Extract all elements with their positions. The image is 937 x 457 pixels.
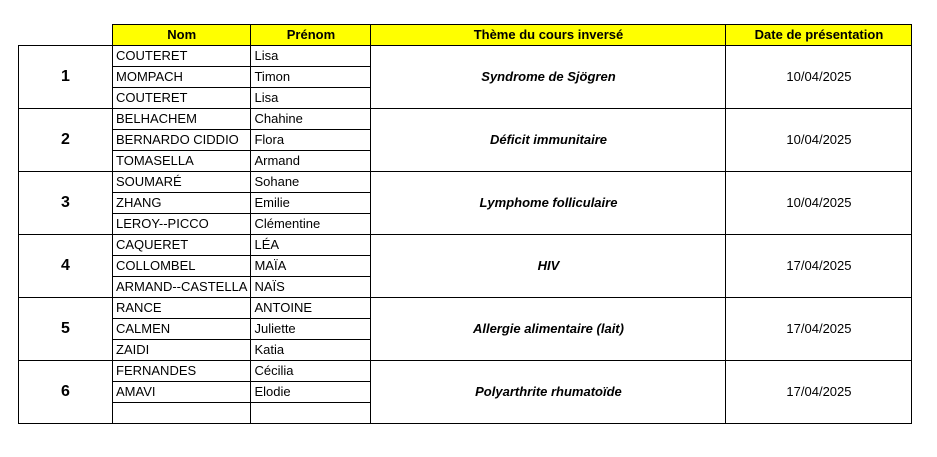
student-first-name: Cécilia bbox=[251, 361, 371, 382]
group-number: 2 bbox=[19, 109, 113, 172]
schedule-table bbox=[18, 24, 912, 424]
student-last-name: COUTERET bbox=[113, 88, 251, 109]
table-row bbox=[19, 172, 912, 193]
presentation-date: 10/04/2025 bbox=[726, 46, 912, 109]
presentation-date: 10/04/2025 bbox=[726, 109, 912, 172]
course-theme: Déficit immunitaire bbox=[371, 109, 726, 172]
student-last-name: ZAIDI bbox=[113, 340, 251, 361]
table-row bbox=[19, 298, 912, 319]
group-number: 3 bbox=[19, 172, 113, 235]
student-first-name: MAÏA bbox=[251, 256, 371, 277]
group-number: 5 bbox=[19, 298, 113, 361]
presentation-date: 17/04/2025 bbox=[726, 235, 912, 298]
student-last-name: BERNARDO CIDDIO bbox=[113, 130, 251, 151]
course-theme: Polyarthrite rhumatoïde bbox=[371, 361, 726, 424]
table-row bbox=[19, 46, 912, 67]
header-row bbox=[19, 25, 912, 46]
student-last-name: ZHANG bbox=[113, 193, 251, 214]
group-number: 4 bbox=[19, 235, 113, 298]
student-first-name: Armand bbox=[251, 151, 371, 172]
table-body bbox=[19, 46, 912, 424]
corner-cell bbox=[19, 25, 113, 46]
student-last-name: TOMASELLA bbox=[113, 151, 251, 172]
student-last-name: FERNANDES bbox=[113, 361, 251, 382]
student-last-name: CALMEN bbox=[113, 319, 251, 340]
student-first-name: Timon bbox=[251, 67, 371, 88]
student-first-name: Sohane bbox=[251, 172, 371, 193]
course-theme: Lymphome folliculaire bbox=[371, 172, 726, 235]
group-number: 6 bbox=[19, 361, 113, 424]
student-first-name: Katia bbox=[251, 340, 371, 361]
student-first-name: Elodie bbox=[251, 382, 371, 403]
table-row bbox=[19, 109, 912, 130]
table-row bbox=[19, 235, 912, 256]
student-first-name: LÉA bbox=[251, 235, 371, 256]
student-first-name: Clémentine bbox=[251, 214, 371, 235]
group-number: 1 bbox=[19, 46, 113, 109]
student-first-name bbox=[251, 403, 371, 424]
student-last-name: COLLOMBEL bbox=[113, 256, 251, 277]
header-theme: Thème du cours inversé bbox=[371, 25, 726, 46]
course-theme: HIV bbox=[371, 235, 726, 298]
student-first-name: Emilie bbox=[251, 193, 371, 214]
course-theme: Syndrome de Sjögren bbox=[371, 46, 726, 109]
presentation-date: 17/04/2025 bbox=[726, 298, 912, 361]
student-first-name: Lisa bbox=[251, 46, 371, 67]
student-first-name: Lisa bbox=[251, 88, 371, 109]
header-prenom: Prénom bbox=[251, 25, 371, 46]
student-first-name: Juliette bbox=[251, 319, 371, 340]
student-last-name: SOUMARÉ bbox=[113, 172, 251, 193]
course-theme: Allergie alimentaire (lait) bbox=[371, 298, 726, 361]
student-last-name: CAQUERET bbox=[113, 235, 251, 256]
student-last-name: AMAVI bbox=[113, 382, 251, 403]
student-last-name: ARMAND--CASTELLA bbox=[113, 277, 251, 298]
presentation-date: 10/04/2025 bbox=[726, 172, 912, 235]
student-first-name: Chahine bbox=[251, 109, 371, 130]
header-nom: Nom bbox=[113, 25, 251, 46]
student-last-name: BELHACHEM bbox=[113, 109, 251, 130]
student-last-name: COUTERET bbox=[113, 46, 251, 67]
student-last-name: LEROY--PICCO bbox=[113, 214, 251, 235]
student-last-name bbox=[113, 403, 251, 424]
table-row bbox=[19, 361, 912, 382]
student-first-name: ANTOINE bbox=[251, 298, 371, 319]
student-first-name: NAÏS bbox=[251, 277, 371, 298]
student-first-name: Flora bbox=[251, 130, 371, 151]
student-last-name: MOMPACH bbox=[113, 67, 251, 88]
header-date: Date de présentation bbox=[726, 25, 912, 46]
presentation-date: 17/04/2025 bbox=[726, 361, 912, 424]
student-last-name: RANCE bbox=[113, 298, 251, 319]
